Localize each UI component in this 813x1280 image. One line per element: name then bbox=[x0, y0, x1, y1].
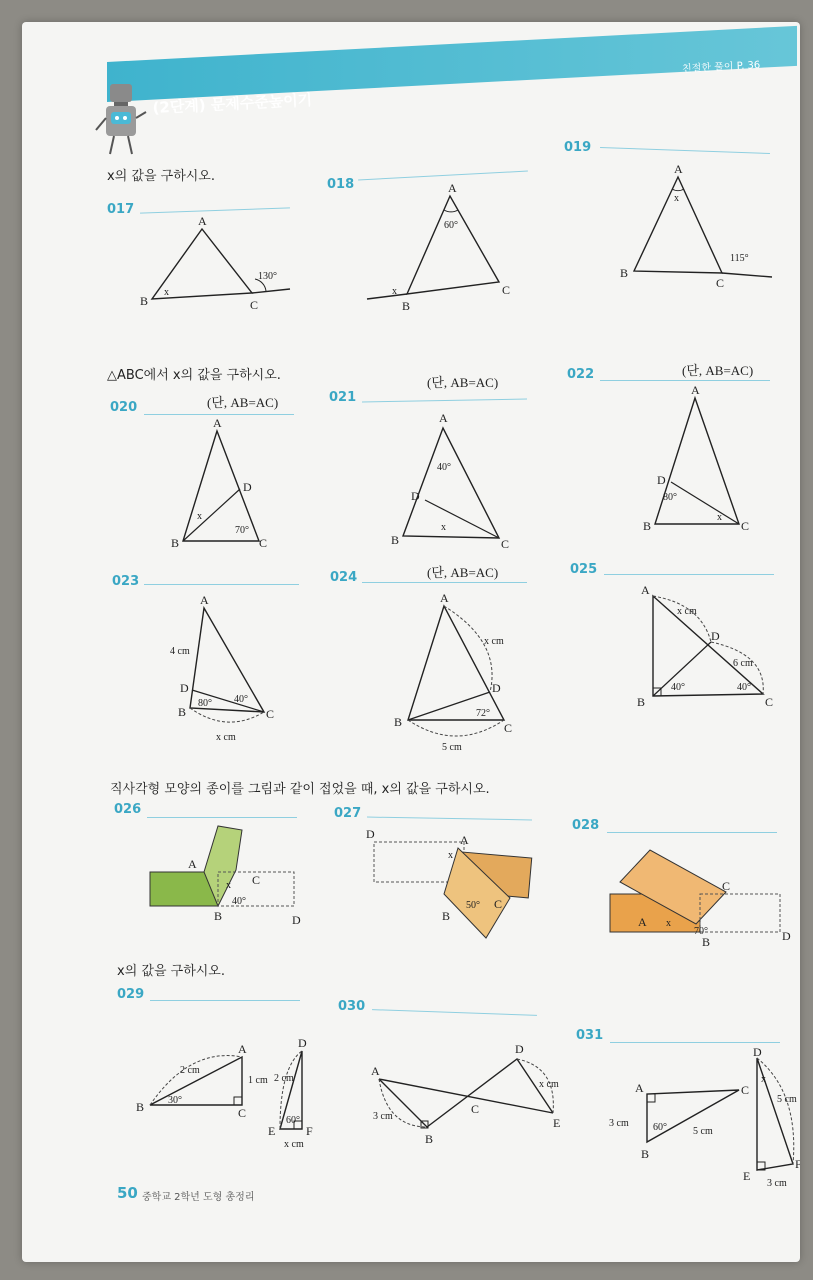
problem-031-number: 031 bbox=[576, 1028, 604, 1043]
label-D: D bbox=[298, 1036, 307, 1050]
label-C: C bbox=[494, 897, 503, 911]
label-a1: 40° bbox=[671, 682, 685, 693]
label-C: C bbox=[238, 1106, 247, 1120]
problem-023-figure bbox=[162, 594, 312, 744]
label-D: D bbox=[180, 681, 189, 695]
banner-title: (2단계) 문제수준높이기 bbox=[152, 90, 313, 117]
label-D: D bbox=[366, 827, 375, 841]
problem-018-number: 018 bbox=[327, 177, 355, 192]
problem-030-number: 030 bbox=[338, 999, 366, 1014]
label-xlen: x cm bbox=[539, 1079, 559, 1090]
label-B: B bbox=[442, 909, 451, 923]
label-C: C bbox=[471, 1102, 480, 1116]
label-B: B bbox=[140, 294, 149, 308]
label-xlen: x cm bbox=[484, 636, 504, 647]
label-E: E bbox=[553, 1116, 561, 1130]
label-F: F bbox=[795, 1157, 802, 1171]
problem-024-figure bbox=[392, 592, 532, 752]
problem-024-condition: (단, AB=AC) bbox=[427, 565, 499, 580]
label-A: A bbox=[440, 591, 449, 605]
problem-020-figure bbox=[167, 417, 297, 557]
answer-line bbox=[367, 817, 532, 821]
label-len: 6 cm bbox=[733, 658, 753, 669]
section-2-instruction: △ABC에서 x의 값을 구하시오. bbox=[107, 368, 281, 383]
label-x: x bbox=[717, 512, 722, 523]
label-C: C bbox=[501, 537, 510, 551]
label-B: B bbox=[171, 536, 180, 550]
label-a1: 30° bbox=[168, 1095, 182, 1106]
answer-line bbox=[610, 1042, 780, 1043]
label-D: D bbox=[411, 489, 420, 503]
problem-029-number: 029 bbox=[117, 987, 145, 1002]
label-x: x bbox=[674, 193, 679, 204]
label-l2: 1 cm bbox=[248, 1075, 268, 1086]
problem-027-number: 027 bbox=[334, 806, 362, 821]
label-angle: 50° bbox=[466, 900, 480, 911]
problem-031-figure bbox=[607, 1045, 802, 1192]
answer-line bbox=[372, 1009, 537, 1016]
answer-line bbox=[144, 414, 294, 415]
problem-028-figure bbox=[602, 842, 792, 952]
label-C: C bbox=[266, 707, 275, 721]
label-angle: 60° bbox=[444, 220, 458, 231]
problem-029-figure bbox=[130, 1017, 340, 1157]
page bbox=[22, 22, 800, 1262]
label-xlen: x cm bbox=[216, 732, 236, 743]
label-D: D bbox=[753, 1045, 762, 1059]
label-a2: 60° bbox=[286, 1115, 300, 1126]
problem-023-number: 023 bbox=[112, 574, 140, 589]
label-l4: 3 cm bbox=[767, 1178, 787, 1189]
label-A: A bbox=[448, 181, 457, 195]
label-F: F bbox=[306, 1124, 313, 1138]
label-x: x bbox=[761, 1074, 766, 1085]
label-B: B bbox=[702, 935, 711, 949]
section-1-instruction: x의 값을 구하시오. bbox=[107, 169, 215, 184]
label-D: D bbox=[243, 480, 252, 494]
label-l1: 3 cm bbox=[373, 1111, 393, 1122]
problem-021-condition: (단, AB=AC) bbox=[427, 375, 499, 390]
label-a1: 80° bbox=[198, 698, 212, 709]
label-l3: 2 cm bbox=[274, 1073, 294, 1084]
label-C: C bbox=[741, 1083, 750, 1097]
label-A: A bbox=[641, 583, 650, 597]
label-x: x bbox=[448, 850, 453, 861]
label-a1: 72° bbox=[476, 708, 490, 719]
label-angle: 80° bbox=[663, 492, 677, 503]
label-x: x bbox=[392, 286, 397, 297]
label-A: A bbox=[213, 416, 222, 430]
problem-022-number: 022 bbox=[567, 367, 595, 382]
answer-line bbox=[147, 817, 297, 818]
answer-line bbox=[150, 1000, 300, 1001]
answer-line bbox=[604, 574, 774, 575]
label-C: C bbox=[722, 879, 731, 893]
label-angle: 70° bbox=[694, 926, 708, 937]
label-x: x bbox=[226, 880, 231, 891]
label-A: A bbox=[460, 833, 469, 847]
problem-020-number: 020 bbox=[110, 400, 138, 415]
label-B: B bbox=[402, 299, 411, 313]
problem-021-number: 021 bbox=[329, 390, 357, 405]
problem-017-number: 017 bbox=[107, 202, 135, 217]
answer-line bbox=[362, 582, 527, 583]
problem-025-number: 025 bbox=[570, 562, 598, 577]
problem-028-number: 028 bbox=[572, 818, 600, 833]
label-a2: 40° bbox=[234, 694, 248, 705]
section-4-instruction: x의 값을 구하시오. bbox=[117, 964, 225, 979]
problem-030-figure bbox=[367, 1037, 577, 1157]
label-B: B bbox=[637, 695, 646, 709]
label-l3: 5 cm bbox=[777, 1094, 797, 1105]
label-angle: 115° bbox=[730, 253, 749, 264]
answer-line bbox=[362, 399, 527, 403]
label-A: A bbox=[635, 1081, 644, 1095]
label-E: E bbox=[268, 1124, 276, 1138]
label-D: D bbox=[492, 681, 501, 695]
answer-line bbox=[600, 380, 770, 381]
label-A: A bbox=[198, 214, 207, 228]
label-a2: 40° bbox=[737, 682, 751, 693]
label-A: A bbox=[638, 915, 647, 929]
label-l2: 5 cm bbox=[693, 1126, 713, 1137]
label-A: A bbox=[691, 383, 700, 397]
label-a1: 60° bbox=[653, 1122, 667, 1133]
label-len: 4 cm bbox=[170, 646, 190, 657]
label-B: B bbox=[643, 519, 652, 533]
label-C: C bbox=[259, 536, 268, 550]
answer-line bbox=[358, 171, 528, 181]
problem-026-figure bbox=[142, 822, 322, 932]
label-C: C bbox=[502, 283, 511, 297]
label-C: C bbox=[716, 276, 725, 290]
label-B: B bbox=[136, 1100, 145, 1114]
problem-021-figure bbox=[387, 404, 527, 564]
label-l1: 2 cm bbox=[180, 1065, 200, 1076]
label-l1: 3 cm bbox=[609, 1118, 629, 1129]
label-B: B bbox=[391, 533, 400, 547]
section-3-instruction: 직사각형 모양의 종이를 그림과 같이 접었을 때, x의 값을 구하시오. bbox=[110, 782, 490, 797]
label-x: x bbox=[164, 287, 169, 298]
label-x: x bbox=[441, 522, 446, 533]
label-A: A bbox=[371, 1064, 380, 1078]
label-D: D bbox=[711, 629, 720, 643]
problem-026-number: 026 bbox=[114, 802, 142, 817]
label-angle: 40° bbox=[437, 462, 451, 473]
problem-025-figure bbox=[627, 584, 797, 714]
label-A: A bbox=[439, 411, 448, 425]
label-angle: 130° bbox=[258, 271, 277, 282]
label-C: C bbox=[250, 298, 259, 312]
label-D: D bbox=[657, 473, 666, 487]
problem-017-figure bbox=[122, 214, 322, 327]
label-angle: 70° bbox=[235, 525, 249, 536]
problem-020-condition: (단, AB=AC) bbox=[207, 395, 279, 410]
label-angle: 40° bbox=[232, 896, 246, 907]
answer-line bbox=[600, 147, 770, 154]
label-B: B bbox=[394, 715, 403, 729]
label-C: C bbox=[765, 695, 774, 709]
label-A: A bbox=[674, 162, 683, 176]
problem-022-figure bbox=[637, 384, 777, 544]
label-B: B bbox=[214, 909, 223, 923]
label-xlen: x cm bbox=[677, 606, 697, 617]
label-C: C bbox=[504, 721, 513, 735]
problem-019-number: 019 bbox=[564, 140, 592, 155]
solution-reference: 친절한 풀이 P. 36 bbox=[681, 59, 761, 76]
answer-line bbox=[144, 584, 299, 585]
label-A: A bbox=[200, 593, 209, 607]
label-B: B bbox=[641, 1147, 650, 1161]
page-number: 50 bbox=[117, 1184, 138, 1202]
label-C: C bbox=[252, 873, 261, 887]
label-x: x bbox=[666, 918, 671, 929]
book-title: 중학교 2학년 도형 총정리 bbox=[142, 1192, 255, 1203]
label-B: B bbox=[620, 266, 629, 280]
label-A: A bbox=[238, 1042, 247, 1056]
problem-027-figure bbox=[362, 828, 552, 948]
label-xlen: x cm bbox=[284, 1139, 304, 1150]
answer-line bbox=[140, 207, 290, 213]
problem-022-condition: (단, AB=AC) bbox=[682, 363, 754, 378]
label-x: x bbox=[197, 511, 202, 522]
problem-019-figure bbox=[612, 157, 792, 297]
label-D: D bbox=[782, 929, 791, 943]
label-len: 5 cm bbox=[442, 742, 462, 753]
answer-line bbox=[607, 832, 777, 833]
label-E: E bbox=[743, 1169, 751, 1183]
label-D: D bbox=[515, 1042, 524, 1056]
label-B: B bbox=[425, 1132, 434, 1146]
label-D: D bbox=[292, 913, 301, 927]
problem-024-number: 024 bbox=[330, 570, 358, 585]
label-B: B bbox=[178, 705, 187, 719]
label-A: A bbox=[188, 857, 197, 871]
label-C: C bbox=[741, 519, 750, 533]
robot-mascot-icon bbox=[92, 82, 152, 172]
problem-018-figure bbox=[362, 182, 562, 312]
